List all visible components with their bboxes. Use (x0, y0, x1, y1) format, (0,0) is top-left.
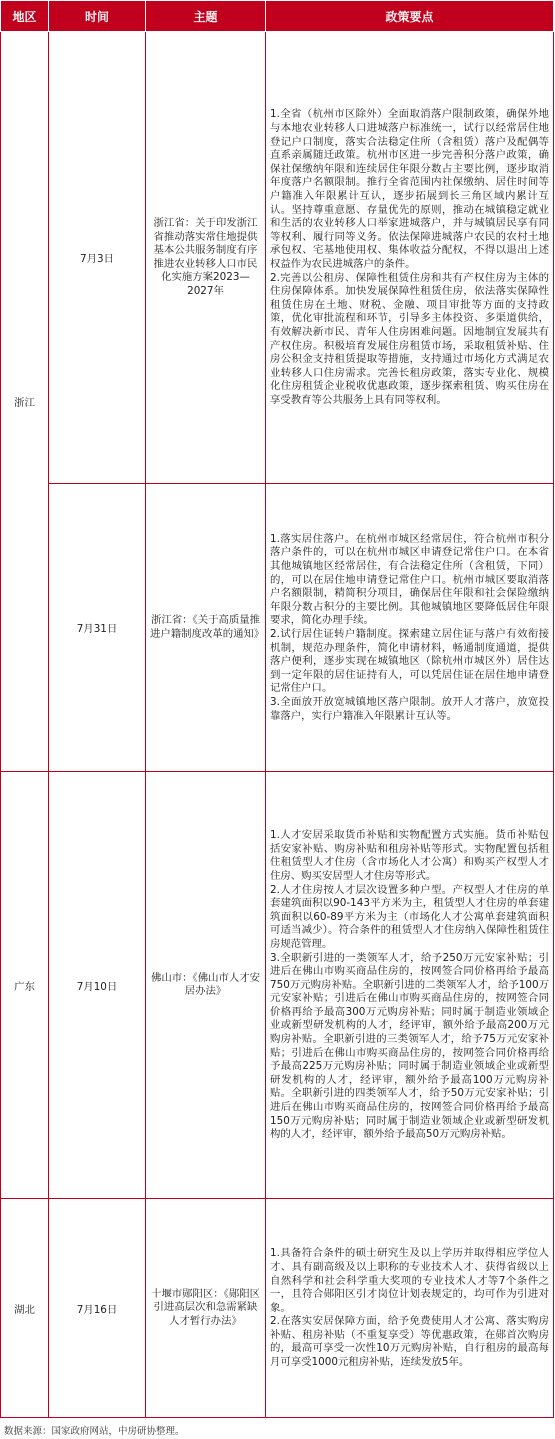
policy-point: 1.人才安居采取货币补贴和实物配置方式实施。货币补贴包括安家补贴、购房补贴和租房补贴等形式。实物配置包括租住租赁型人才住房（含市场化人才公寓）和购买产权型人才住房、购买安居型人才住房等形式。 (270, 829, 549, 882)
header-subject: 主题 (146, 1, 266, 32)
date-cell: 7月31日 (49, 484, 146, 772)
policy-point: 2.在落实安居保障方面，给予免费使用人才公寓、落实购房补贴、租房补贴（不重复享受）等优惠政策，在郧首次购房的，最高可享受一次性10万元购房补贴，自行租房的最高每月可享受1000元租房补贴，连续发放5年。 (270, 1315, 549, 1369)
policy-point: 1.全省（杭州市区除外）全面取消落户限制政策，确保外地与本地农业转移人口进城落户标准统一，试行以经常居住地登记户口制度，落实合法稳定住所（含租赁）落户及配偶等直系亲属随迁政策。杭州市区进一步完善积分落户政策，确保社保缴纳年限和连续居住年限分数占主要比例，逐步取消年度落户名额限制。推行全省范围内社保缴纳、居住时间等户籍准入年限累计互认，逐步拓展到长三角区域内累计互认。坚持尊重意愿、存量优先的原则，推动在城镇稳定就业和生活的农业转移人口举家进城落户，并与城镇居民享有同等权利、履行同等义务。依法保障进城落户农民的农村土地承包权、宅基地使用权、集体收益分配权，不得以退出上述权益作为农民进城落户的条件。 (270, 108, 549, 270)
table-row (1, 32, 554, 484)
date-cell: 7月3日 (49, 32, 146, 484)
subject-cell: 佛山市：《佛山市人才安居办法》 (146, 772, 266, 1199)
table-row (1, 772, 554, 1199)
source-note: 数据来源：国家政府网站，中房研协整理。 (4, 1426, 185, 1437)
policy-point: 2.人才住房按人才层次设置多种户型。产权型人才住房的单套建筑面积以90-143平方米为主，租赁型人才住房的单套建筑面积以60-89平方米为主（市场化人才公寓单套建筑面积可适当减少）。符合条件的租赁型人才住房纳入保障性租赁住房规范管理。 (270, 883, 549, 950)
policy-points-cell (266, 484, 554, 772)
header-date: 时间 (49, 1, 146, 32)
policy-point: 3.全职新引进的一类领军人才，给予250万元安家补贴；引进后在佛山市购买商品住房的，按网签合同价格再给予最高750万元购房补贴。全职新引进的二类领军人才，给予100万元安家补贴；引进后在佛山市购买商品住房的，按网签合同价格再给予最高300万元购房补贴；同时属于制造业领域企业或新型研发机构的人才，经评审，额外给予最高200万元购房补贴。全职新引进的三类领军人才，给予75万元安家补贴；引进后在佛山市购买商品住房的，按网签合同价格再给予最高225万元购房补贴；同时属于制造业领域企业或新型研发机构的人才，经评审，额外给予最高100万元购房补贴。全职新引进的四类领军人才，给予50万元安家补贴；引进后在佛山市购买商品住房的，按网签合同价格再给予最高150万元购房补贴；同时属于制造业领域企业或新型研发机构的人才，经评审，额外给予最高50万元购房补贴。 (270, 951, 549, 1141)
table-header-row (1, 1, 554, 32)
subject-cell: 浙江省：关于印发浙江省推动落实常住地提供基本公共服务制度有序推进农业转移人口市民化实施方案2023—2027年 (146, 32, 266, 484)
policy-point: 1.具备符合条件的硕士研究生及以上学历并取得相应学位人才、具有副高级及以上职称的专业技术人才、获得省级以上自然科学和社会科学重大奖项的专业技术人才等7个条件之一，且符合郧阳区引才岗位计划表规定的，均可作为引进对象。 (270, 1247, 549, 1314)
policy-points-cell (266, 32, 554, 484)
region-cell: 浙江 (1, 32, 49, 772)
policy-point: 2.完善以公租房、保障性租赁住房和共有产权住房为主体的住房保障体系。加快发展保障性租赁住房，依法落实保障性租赁住房在土地、财税、金融、项目审批等方面的支持政策，优化审批流程和环节，引导多主体投资、多渠道供给，有效解决新市民、青年人住房困难问题。因地制宜发展共有产权住房。积极培育发展住房租赁市场，采取租赁补贴、住房公积金支持租赁提取等措施，支持通过市场化方式满足农业转移人口住房需求。完善长租房政策，落实专业化、规模化住房租赁企业税收优惠政策，逐步探索租赁、购买住房在享受教育等公共服务上具有同等权利。 (270, 271, 549, 406)
region-cell: 湖北 (1, 1199, 49, 1418)
policy-points-cell (266, 1199, 554, 1418)
date-cell: 7月10日 (49, 772, 146, 1199)
date-cell: 7月16日 (49, 1199, 146, 1418)
region-cell: 广东 (1, 772, 49, 1199)
header-policy-points: 政策要点 (266, 1, 554, 32)
table-row (1, 1199, 554, 1418)
policy-point: 3.全面放开放宽城镇地区落户限制。放开人才落户，放宽投靠落户，实行户籍准入年限累计互认等。 (270, 695, 549, 722)
table-row (1, 484, 554, 772)
subject-cell: 十堰市郧阳区：《郧阳区引进高层次和急需紧缺人才暂行办法》 (146, 1199, 266, 1418)
policy-point: 2.试行居住证转户籍制度。探索建立居住证与落户有效衔接机制，规范办理条件，简化申请材料，畅通制度通道，提供落户便利，逐步实现在城镇地区（除杭州市城区外）居住达到一定年限的居住证持有人，可以凭居住证在居住地申请登记常住户口。 (270, 628, 549, 695)
policy-points-cell (266, 772, 554, 1199)
subject-cell: 浙江省：《关于高质量推进户籍制度改革的通知》 (146, 484, 266, 772)
policy-point: 1.落实居住落户。在杭州市城区经常居住，符合杭州市积分落户条件的，可以在杭州市城区申请登记常住户口。在本省其他城镇地区经常居住，有合法稳定住所（含租赁，下同）的，可以在居住地申请登记常住户口。杭州市城区要取消落户名额限制，精简积分项目，确保居住年限和社会保险缴纳年限分数占积分的主要比例。其他城镇地区要降低居住年限要求，简化办理手续。 (270, 532, 549, 627)
header-region: 地区 (1, 1, 49, 32)
